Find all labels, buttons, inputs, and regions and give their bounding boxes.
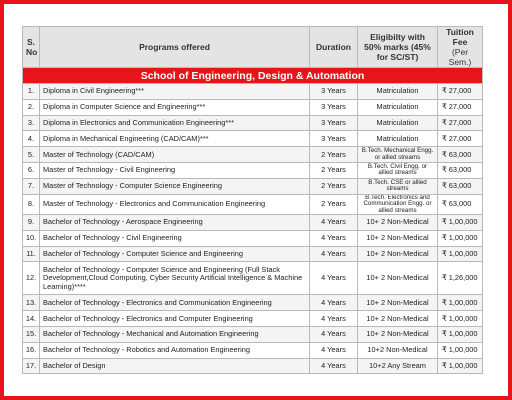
cell-duration: 4 Years [310, 327, 358, 343]
table-row [23, 147, 483, 163]
section-title: School of Engineering, Design & Automation [23, 68, 483, 84]
cell-eligibility: 10+ 2 Non-Medical [358, 215, 438, 231]
table-row [23, 215, 483, 231]
cell-program: Bachelor of Technology - Mechanical and Automation Engineering [40, 327, 310, 343]
cell-duration: 3 Years [310, 131, 358, 147]
table-row [23, 295, 483, 311]
cell-duration: 3 Years [310, 115, 358, 131]
table-row [23, 246, 483, 262]
cell-fee: ₹ 1,00,000 [438, 327, 483, 343]
cell-fee: ₹ 27,000 [438, 84, 483, 100]
cell-duration: 2 Years [310, 147, 358, 163]
cell-serial-no: 11. [23, 246, 40, 262]
cell-eligibility: 10+ 2 Non-Medical [358, 246, 438, 262]
cell-duration: 4 Years [310, 358, 358, 374]
cell-serial-no: 6. [23, 162, 40, 178]
cell-duration: 4 Years [310, 342, 358, 358]
cell-eligibility: Matriculation [358, 84, 438, 100]
cell-serial-no: 5. [23, 147, 40, 163]
cell-fee: ₹ 1,00,000 [438, 215, 483, 231]
cell-duration: 2 Years [310, 194, 358, 215]
cell-serial-no: 2. [23, 99, 40, 115]
cell-duration: 2 Years [310, 178, 358, 194]
cell-eligibility: 10+2 Non-Medical [358, 342, 438, 358]
cell-eligibility: Matriculation [358, 131, 438, 147]
cell-eligibility: 10+ 2 Non-Medical [358, 295, 438, 311]
header-serial-no: S. No [23, 27, 40, 68]
cell-eligibility: 10+ 2 Non-Medical [358, 230, 438, 246]
cell-fee: ₹ 1,26,000 [438, 262, 483, 295]
cell-serial-no: 16. [23, 342, 40, 358]
cell-duration: 4 Years [310, 215, 358, 231]
cell-duration: 4 Years [310, 295, 358, 311]
table-row [23, 84, 483, 100]
cell-program: Diploma in Civil Engineering*** [40, 84, 310, 100]
table-row [23, 131, 483, 147]
table-row [23, 358, 483, 374]
cell-fee: ₹ 1,00,000 [438, 342, 483, 358]
cell-serial-no: 1. [23, 84, 40, 100]
table-row [23, 327, 483, 343]
cell-eligibility: B.Tech. Mechanical Engg. or allied streams [358, 147, 438, 163]
cell-program: Bachelor of Technology - Electronics and Computer Engineering [40, 311, 310, 327]
cell-fee: ₹ 63,000 [438, 178, 483, 194]
cell-eligibility: Matriculation [358, 115, 438, 131]
cell-program: Bachelor of Technology - Robotics and Automation Engineering [40, 342, 310, 358]
cell-program: Master of Technology - Civil Engineering [40, 162, 310, 178]
programs-table [22, 26, 483, 374]
cell-serial-no: 15. [23, 327, 40, 343]
cell-fee: ₹ 1,00,000 [438, 230, 483, 246]
cell-duration: 4 Years [310, 246, 358, 262]
table-row [23, 311, 483, 327]
cell-duration: 3 Years [310, 99, 358, 115]
table-row [23, 162, 483, 178]
cell-program: Master of Technology (CAD/CAM) [40, 147, 310, 163]
cell-fee: ₹ 63,000 [438, 162, 483, 178]
cell-eligibility: 10+ 2 Non-Medical [358, 327, 438, 343]
cell-serial-no: 13. [23, 295, 40, 311]
cell-serial-no: 14. [23, 311, 40, 327]
cell-eligibility: B.Tech. CSE or allied streams [358, 178, 438, 194]
cell-serial-no: 10. [23, 230, 40, 246]
cell-program: Diploma in Electronics and Communication Engineering*** [40, 115, 310, 131]
cell-program: Bachelor of Technology - Electronics and Communication Engineering [40, 295, 310, 311]
cell-fee: ₹ 27,000 [438, 99, 483, 115]
cell-eligibility: 10+ 2 Non-Medical [358, 262, 438, 295]
cell-program: Diploma in Computer Science and Engineering*** [40, 99, 310, 115]
cell-program: Diploma in Mechanical Engineering (CAD/CAM)*** [40, 131, 310, 147]
table-row [23, 115, 483, 131]
cell-fee: ₹ 1,00,000 [438, 246, 483, 262]
table-row [23, 178, 483, 194]
cell-fee: ₹ 27,000 [438, 131, 483, 147]
cell-duration: 4 Years [310, 311, 358, 327]
header-duration: Duration [310, 27, 358, 68]
cell-serial-no: 12. [23, 262, 40, 295]
table-row [23, 99, 483, 115]
cell-fee: ₹ 1,00,000 [438, 358, 483, 374]
cell-fee: ₹ 1,00,000 [438, 311, 483, 327]
cell-program: Master of Technology - Computer Science Engineering [40, 178, 310, 194]
cell-program: Bachelor of Technology - Civil Engineering [40, 230, 310, 246]
cell-fee: ₹ 63,000 [438, 194, 483, 215]
cell-serial-no: 17. [23, 358, 40, 374]
cell-duration: 4 Years [310, 230, 358, 246]
header-fee-sub: (Per Sem.) [448, 47, 472, 67]
cell-eligibility: 10+2 Any Stream [358, 358, 438, 374]
header-fee-label: Tuition Fee [446, 27, 474, 47]
cell-eligibility: 10+ 2 Non-Medical [358, 311, 438, 327]
cell-fee: ₹ 1,00,000 [438, 295, 483, 311]
table-header-row [23, 27, 483, 68]
header-eligibility: Eligibilty with 50% marks (45% for SC/ST) [358, 27, 438, 68]
cell-duration: 4 Years [310, 262, 358, 295]
cell-serial-no: 3. [23, 115, 40, 131]
cell-program: Master of Technology - Electronics and Communication Engineering [40, 194, 310, 215]
section-header-row [23, 68, 483, 84]
cell-program: Bachelor of Design [40, 358, 310, 374]
header-programs: Programs offered [40, 27, 310, 68]
cell-serial-no: 8. [23, 194, 40, 215]
header-fee [438, 27, 483, 68]
cell-serial-no: 9. [23, 215, 40, 231]
cell-eligibility: B.Tech. Electronics and Communication Engg. or allied streams [358, 194, 438, 215]
cell-eligibility: Matriculation [358, 99, 438, 115]
cell-program: Bachelor of Technology - Computer Science and Engineering (Full Stack Development,Cloud Computing, Cyber Security Artificial Intelligence & Machine Learning)**** [40, 262, 310, 295]
table-row [23, 194, 483, 215]
table-row [23, 342, 483, 358]
cell-program: Bachelor of Technology - Aerospace Engineering [40, 215, 310, 231]
cell-fee: ₹ 27,000 [438, 115, 483, 131]
cell-duration: 3 Years [310, 84, 358, 100]
table-row [23, 230, 483, 246]
cell-duration: 2 Years [310, 162, 358, 178]
cell-eligibility: B.Tech. Civil Engg. or allied streams [358, 162, 438, 178]
table-row [23, 262, 483, 295]
cell-program: Bachelor of Technology - Computer Science and Engineering [40, 246, 310, 262]
cell-serial-no: 4. [23, 131, 40, 147]
cell-fee: ₹ 63,000 [438, 147, 483, 163]
cell-serial-no: 7. [23, 178, 40, 194]
